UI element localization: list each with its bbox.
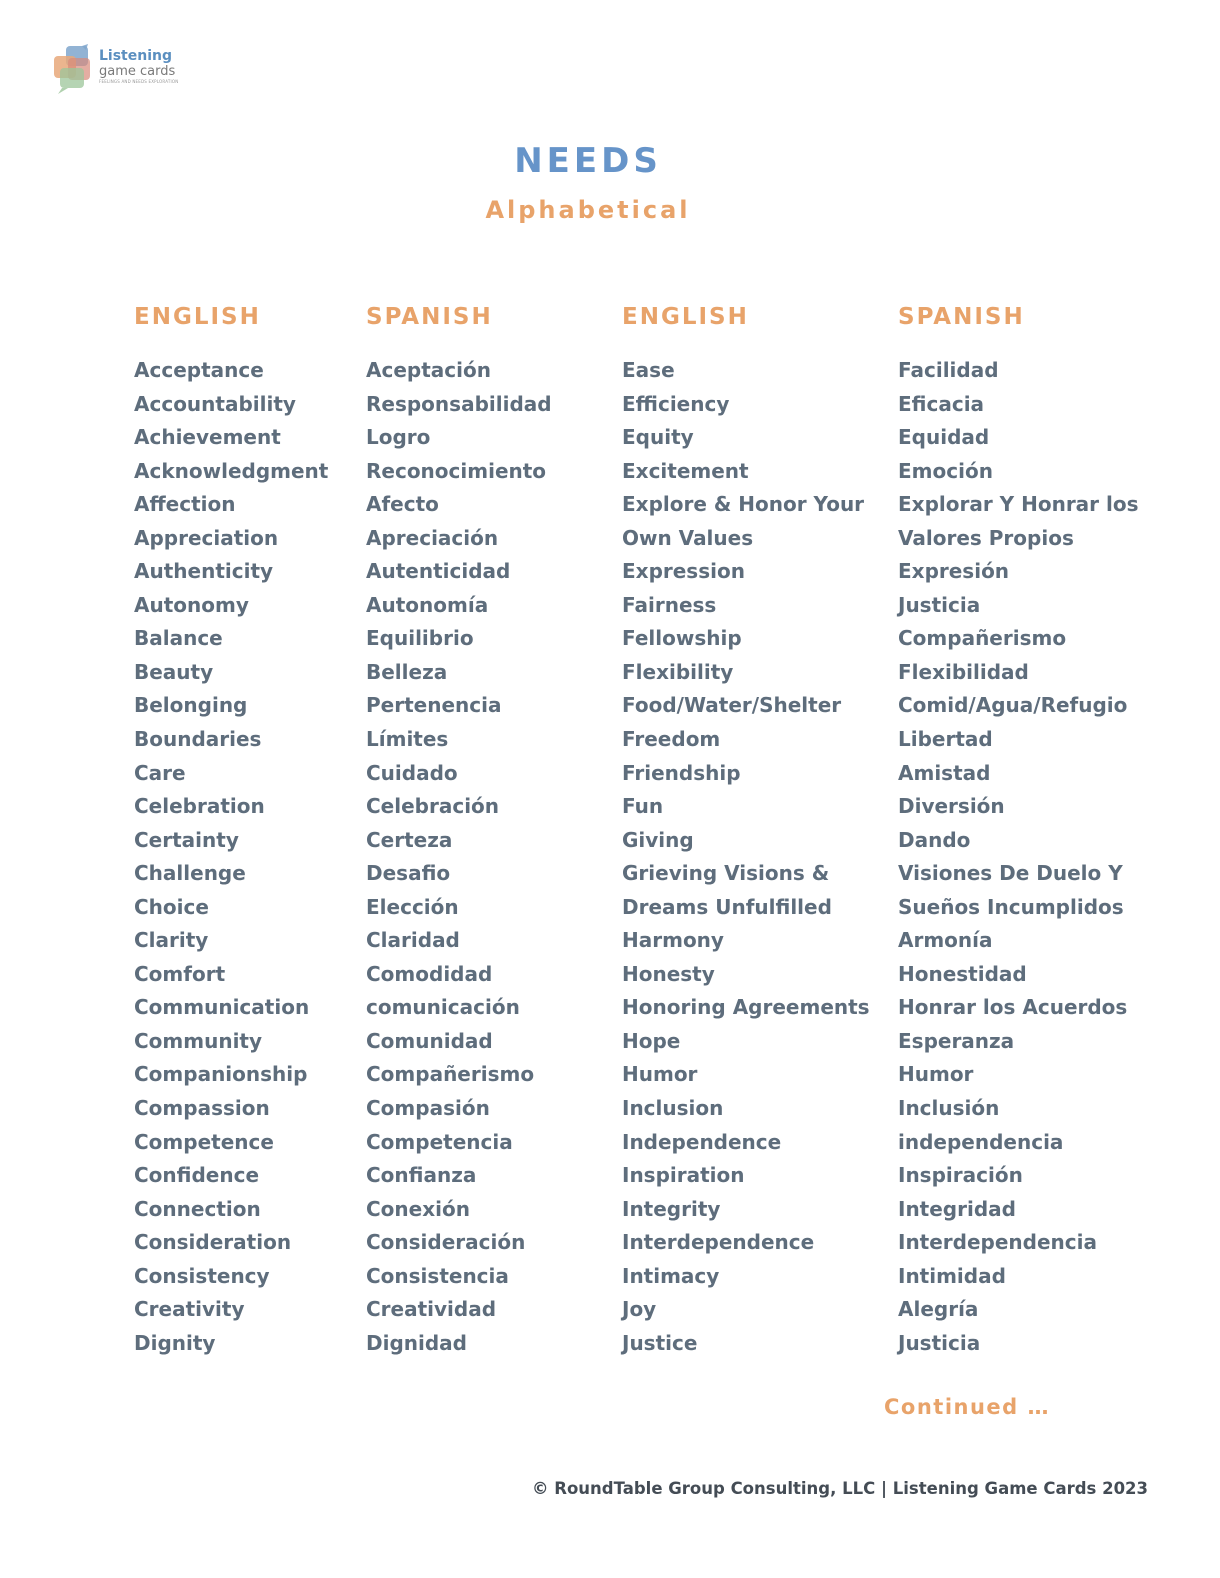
list-item: Acceptance	[134, 358, 264, 382]
list-item: Consistency	[134, 1263, 270, 1288]
list-item: Elección	[366, 894, 459, 919]
list-item: Independence	[622, 1129, 782, 1154]
list-item: Ease	[622, 358, 675, 382]
list-item: Equity	[622, 425, 694, 450]
list-item: Own Values	[622, 525, 754, 550]
list-item: Dignidad	[366, 1330, 467, 1355]
list-item: Facilidad	[898, 358, 999, 382]
list-item: Companionship	[134, 1062, 308, 1087]
list-item: Honrar los Acuerdos	[898, 995, 1128, 1020]
list-item: Explore & Honor Your	[622, 492, 865, 517]
list-item: Expresión	[898, 559, 1010, 584]
list-item: Honoring Agreements	[622, 995, 870, 1020]
list-item: Competencia	[366, 1129, 513, 1154]
list-item: Armonía	[898, 928, 993, 953]
list-item: Compañerismo	[366, 1062, 535, 1087]
list-item: Explorar Y Honrar los	[898, 492, 1139, 517]
list-item: Dignity	[134, 1330, 216, 1355]
column-english-2	[622, 300, 870, 1360]
list-item: comunicación	[366, 995, 520, 1020]
list-item: Responsabilidad	[366, 391, 552, 416]
list-item: Integridad	[898, 1196, 1016, 1221]
list-item: Comfort	[134, 961, 226, 986]
list-item: Amistad	[898, 760, 991, 785]
list-item: Dreams Unfulfilled	[622, 894, 832, 919]
list-item: Visiones De Duelo Y	[898, 861, 1123, 886]
list-item: Comodidad	[366, 961, 493, 986]
list-item: Freedom	[622, 727, 721, 752]
list-item: Consideration	[134, 1230, 292, 1255]
list-item: Límites	[366, 727, 449, 752]
column-spanish-2	[898, 300, 1139, 1360]
list-item: Interdependencia	[898, 1230, 1097, 1255]
list-item: Food/Water/Shelter	[622, 693, 842, 718]
list-item: Inspiración	[898, 1163, 1023, 1188]
logo-line-2: game cards	[99, 64, 176, 79]
list-item: Giving	[622, 827, 694, 852]
column-english-1	[134, 300, 328, 1360]
list-item: Diversión	[898, 794, 1005, 819]
column-heading: SPANISH	[898, 304, 1025, 330]
list-item: Humor	[898, 1062, 974, 1087]
list-item: Creativity	[134, 1297, 245, 1322]
word-list	[898, 354, 1139, 1360]
list-item: Challenge	[134, 861, 246, 886]
list-item: Justice	[622, 1330, 698, 1355]
list-item: Valores Propios	[898, 525, 1074, 550]
list-item: Boundaries	[134, 727, 262, 752]
list-item: Grieving Visions &	[622, 861, 830, 886]
page-subtitle: Alphabetical	[485, 196, 691, 224]
list-item: Clarity	[134, 928, 209, 953]
list-item: Fellowship	[622, 626, 742, 651]
list-item: Intimidad	[898, 1263, 1006, 1288]
list-item: Balance	[134, 626, 223, 651]
list-item: Compasión	[366, 1096, 490, 1121]
list-item: Consistencia	[366, 1263, 509, 1288]
page-title: NEEDS	[514, 141, 662, 181]
list-item: Achievement	[134, 425, 281, 450]
list-item: independencia	[898, 1129, 1064, 1154]
list-item: Comunidad	[366, 1028, 493, 1053]
word-list	[366, 354, 552, 1360]
list-item: Joy	[622, 1297, 657, 1322]
list-item: Honestidad	[898, 961, 1027, 986]
list-item: Certeza	[366, 827, 453, 852]
list-item: Celebration	[134, 794, 265, 819]
list-item: Justicia	[898, 592, 981, 617]
list-item: Afecto	[366, 492, 439, 517]
list-item: Acknowledgment	[134, 458, 329, 483]
list-item: Comid/Agua/Refugio	[898, 693, 1128, 718]
list-item: Dando	[898, 827, 971, 852]
list-item: Libertad	[898, 727, 993, 752]
list-item: Authenticity	[134, 559, 274, 584]
list-item: Fairness	[622, 592, 717, 617]
logo-text	[99, 48, 178, 85]
list-item: Equidad	[898, 425, 990, 450]
list-item: Autenticidad	[366, 559, 511, 584]
list-item: Care	[134, 760, 186, 785]
list-item: Eficacia	[898, 391, 985, 416]
list-item: Esperanza	[898, 1028, 1015, 1053]
list-item: Community	[134, 1028, 263, 1053]
list-item: Inspiration	[622, 1163, 745, 1188]
list-item: Harmony	[622, 928, 724, 953]
column-spanish-1	[366, 300, 552, 1360]
list-item: Integrity	[622, 1196, 721, 1221]
list-item: Friendship	[622, 760, 741, 785]
list-item: Communication	[134, 995, 310, 1020]
list-item: Pertenencia	[366, 693, 502, 718]
list-item: Emoción	[898, 458, 993, 483]
list-item: Appreciation	[134, 525, 279, 550]
list-item: Belonging	[134, 693, 248, 718]
word-list	[622, 354, 870, 1360]
list-item: Humor	[622, 1062, 698, 1087]
list-item: Hope	[622, 1028, 681, 1053]
list-item: Reconocimiento	[366, 458, 547, 483]
list-item: Logro	[366, 425, 431, 450]
list-item: Conexión	[366, 1196, 470, 1221]
list-item: Cuidado	[366, 760, 458, 785]
list-item: Autonomy	[134, 592, 249, 617]
list-item: Flexibilidad	[898, 659, 1029, 684]
list-item: Competence	[134, 1129, 274, 1154]
list-item: Autonomía	[366, 592, 489, 617]
list-item: Certainty	[134, 827, 239, 852]
list-item: Aceptación	[366, 358, 491, 382]
list-item: Claridad	[366, 928, 460, 953]
list-item: Consideración	[366, 1230, 526, 1255]
list-item: Belleza	[366, 659, 448, 684]
list-item: Honesty	[622, 961, 715, 986]
list-item: Accountability	[134, 391, 296, 416]
column-heading: ENGLISH	[134, 304, 261, 330]
list-item: Apreciación	[366, 525, 499, 550]
column-heading: SPANISH	[366, 304, 493, 330]
list-item: Affection	[134, 492, 236, 517]
list-item: Compañerismo	[898, 626, 1067, 651]
list-item: Excitement	[622, 458, 749, 483]
list-item: Confidence	[134, 1163, 260, 1188]
list-item: Flexibility	[622, 659, 734, 684]
list-item: Equilibrio	[366, 626, 474, 651]
list-item: Efficiency	[622, 391, 730, 416]
list-item: Intimacy	[622, 1263, 720, 1288]
continued-note: Continued …	[884, 1395, 1051, 1419]
list-item: Sueños Incumplidos	[898, 894, 1124, 919]
logo-tagline: FEELINGS AND NEEDS EXPLORATION	[99, 79, 179, 84]
list-item: Inclusion	[622, 1096, 724, 1121]
list-item: Interdependence	[622, 1230, 815, 1255]
list-item: Fun	[622, 794, 664, 819]
column-heading: ENGLISH	[622, 304, 749, 330]
list-item: Creatividad	[366, 1297, 497, 1322]
list-item: Expression	[622, 559, 745, 584]
list-item: Inclusión	[898, 1096, 1000, 1121]
list-item: Alegría	[898, 1297, 979, 1322]
word-list	[134, 354, 328, 1360]
speech-bubbles-icon	[52, 44, 98, 96]
list-item: Connection	[134, 1196, 261, 1221]
list-item: Confianza	[366, 1163, 477, 1188]
copyright-footer: © RoundTable Group Consulting, LLC | Listening Game Cards 2023	[532, 1479, 1149, 1498]
list-item: Justicia	[898, 1330, 981, 1355]
list-item: Beauty	[134, 659, 214, 684]
list-item: Desafio	[366, 861, 451, 886]
brand-logo	[52, 44, 192, 96]
logo-line-1: Listening	[99, 48, 172, 64]
list-item: Celebración	[366, 794, 500, 819]
list-item: Compassion	[134, 1096, 270, 1121]
list-item: Choice	[134, 894, 209, 919]
